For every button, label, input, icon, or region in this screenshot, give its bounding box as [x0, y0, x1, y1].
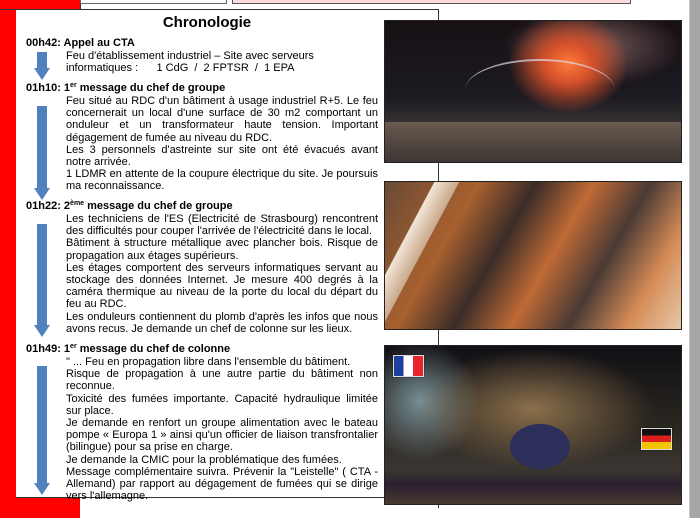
photo-smoke-plume [384, 345, 682, 505]
left-red-bar [0, 0, 17, 518]
entry-heading [26, 82, 378, 95]
tree [510, 424, 570, 469]
france-flag-icon [393, 355, 424, 377]
entry-heading [26, 200, 378, 213]
entry-body [66, 95, 378, 193]
entry-time: 01h49: [26, 343, 61, 355]
timeline-entry [26, 343, 378, 502]
entry-title-rest: message du chef de colonne [76, 343, 231, 355]
entry-body [66, 356, 378, 502]
entry-paragraph: Feu d'établissement industriel – Site avec serveurs [66, 50, 314, 62]
entry-paragraph: Message complémentaire suivra. Prévenir la "Leistelle" ( CTA - Allemand) par rapport au dégagement de fumées qui se dirige vers l'allemagne. [66, 465, 378, 503]
entry-title-sup: er [70, 82, 77, 89]
water-arc [465, 59, 615, 121]
timeline-entry [26, 200, 378, 335]
entry-heading [26, 343, 378, 356]
entry-title-rest: message du chef de groupe [76, 82, 226, 94]
panel-edge [438, 162, 439, 182]
entry-title: 2 [63, 200, 71, 212]
entry-title-sup: er [70, 343, 77, 350]
entry-paragraph: Les étages comportent des serveurs informatiques servant au stockage des données Internet. Je mesure 400 degrés à la caméra thermique au niveau de la porte du local du départ du feu au RDC. [66, 261, 378, 311]
entry-time: 00h42: [26, 37, 61, 49]
entry-paragraph: informatiques : 1 CdG / 2 FPTSR / 1 EPA [66, 62, 295, 75]
entry-paragraph: Les techniciens de l'ES (Electricité de Strasbourg) rencontrent des difficultés pour couper l'arrivée de l'électricité dans le local. [66, 213, 378, 238]
entry-paragraph: Bâtiment à structure métallique avec plancher bois. Risque de propagation aux étages supérieurs. [66, 237, 378, 262]
entry-paragraph: " ... Feu en propagation libre dans l'ensemble du bâtiment. [66, 356, 351, 368]
timeline-entry [26, 37, 378, 74]
ground [385, 122, 681, 162]
page-title: Chronologie [162, 14, 252, 31]
entry-time: 01h22: [26, 200, 61, 212]
entry-paragraph: Les 3 personnels d'astreinte sur site ont été évacués avant notre arrivée. [66, 143, 378, 169]
entry-title: 1 [63, 343, 71, 355]
entry-title: 1 [63, 82, 71, 94]
entry-paragraph: Toxicité des fumées importante. Capacité hydraulique limitée sur place. [66, 392, 378, 417]
entry-title: Appel au CTA [63, 37, 135, 49]
top-pink-box [232, 0, 631, 4]
entry-paragraph: Je demande en renfort un groupe alimentation avec le bateau pompe « Europa 1 » ainsi qu'un officier de liaison transfrontalier (bilingue) pour sa prise en charge. [66, 417, 378, 454]
chronology-panel [16, 9, 439, 503]
entry-title-rest: message du chef de groupe [84, 200, 233, 212]
entry-body [66, 50, 378, 74]
timeline-entry [26, 82, 378, 193]
photo-fire-night [384, 20, 682, 163]
top-white-box [80, 0, 227, 4]
entry-title-sup: ème [70, 200, 85, 207]
entry-paragraph: Feu situé au RDC d'un bâtiment à usage industriel R+5. Le feu concernerait un local d'une surface de 30 m2 comportant un onduleur et un transformateur haute tension. Important dégagement de fumée au niveau du RDC. [66, 95, 378, 144]
entry-heading [26, 37, 378, 50]
entry-paragraph: Je demande la CMIC pour la problématique des fumées. [66, 453, 342, 466]
right-gutter [689, 0, 700, 518]
entry-paragraph: 1 LDMR en attente de la coupure électrique du site. Je poursuis ma reconnaissance. [66, 168, 378, 193]
entry-body [66, 213, 378, 335]
photo-burnt-servers [384, 181, 682, 330]
germany-flag-icon [641, 428, 672, 450]
beam [384, 181, 464, 330]
entry-paragraph: Risque de propagation à une autre partie du bâtiment non reconnue. [66, 368, 378, 393]
entry-time: 01h10: [26, 82, 61, 94]
panel-edge [438, 329, 439, 346]
entry-paragraph: Les onduleurs contiennent du plomb d'après les infos que nous avons recus. Je demande un chef de colonne sur les lieux. [66, 310, 378, 335]
